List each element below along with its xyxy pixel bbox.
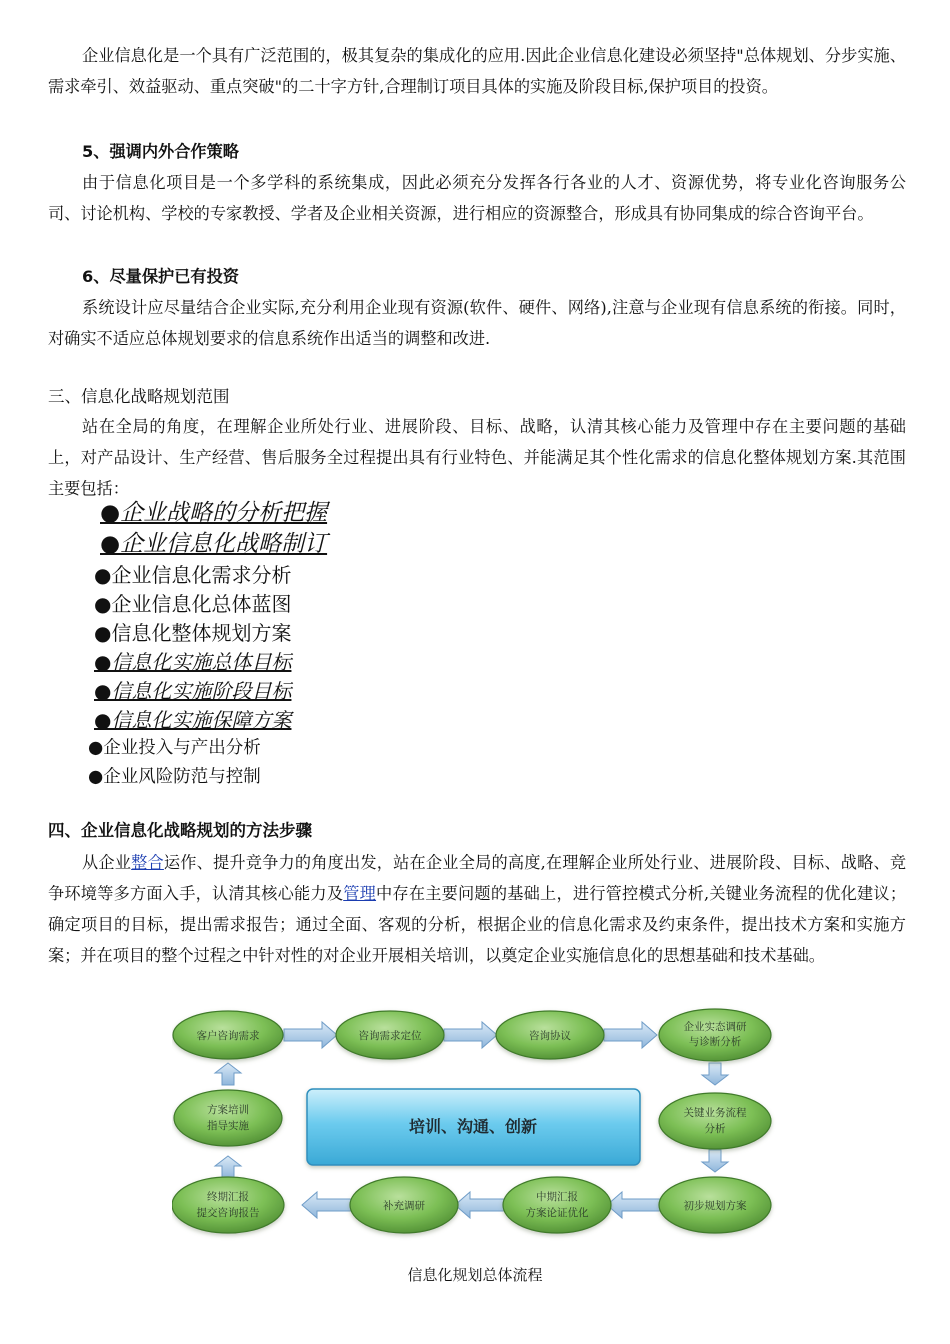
node-agreement	[496, 1011, 604, 1059]
node-final-report	[172, 1177, 284, 1233]
bullet-item: ●信息化实施总体目标	[94, 650, 292, 674]
process-flow-diagram	[172, 1005, 778, 1242]
node-label: 中期汇报	[536, 1191, 578, 1203]
flow-arrow	[284, 1022, 337, 1048]
section-5-paragraph: 由于信息化项目是一个多学科的系统集成，因此必须充分发挥各行各业的人才、资源优势，将专业化咨询服务公司、讨论机构、学校的专家教授、学者及企业相关资源，进行相应的资源整合，形成具有协同集成的综合咨询平台。	[48, 173, 906, 223]
section-4-text: 从企业	[82, 853, 132, 872]
section-4-text: 中存在主要问题的基础上，进行管控模式分析,关键业务流程的优化建议；确定项目的目标，提出需求报告；通过全面、客观的分析，根据企业的信息化需求及约束条件，提出技术方案和实施方案；并在项目的整个过程之中针对性的对企业开展相关培训，以奠定企业实施信息化的思想基础和技术基础。	[48, 884, 907, 965]
flow-arrow	[702, 1063, 728, 1085]
bullet-item: ●企业投入与产出分析	[88, 738, 261, 758]
node-needs-positioning	[336, 1011, 444, 1059]
bullet-item: ●企业信息化战略制订	[100, 531, 328, 557]
node-preliminary-plan	[659, 1177, 771, 1233]
flow-arrow	[215, 1063, 241, 1085]
section-3-heading: 三、信息化战略规划范围	[48, 387, 230, 406]
node-label: 初步规划方案	[683, 1200, 747, 1212]
flow-arrow	[444, 1022, 497, 1048]
section-6-heading: 6、尽量保护已有投资	[82, 267, 239, 286]
node-label: 与诊断分析	[688, 1036, 742, 1048]
node-survey-diagnosis	[659, 1009, 771, 1061]
bullet-item: ●企业信息化总体蓝图	[94, 592, 292, 616]
flow-arrow	[455, 1192, 505, 1218]
flow-arrow	[215, 1156, 241, 1178]
bullet-item: ●企业战略的分析把握	[100, 500, 328, 526]
node-label: 客户咨询需求	[196, 1030, 260, 1042]
node-label: 终期汇报	[207, 1191, 249, 1203]
link-integration[interactable]: 整合	[131, 853, 164, 872]
center-box	[307, 1089, 640, 1165]
bullet-item: ●信息化实施阶段目标	[94, 679, 292, 703]
node-label: 补充调研	[383, 1200, 425, 1212]
link-management[interactable]: 管理	[343, 884, 377, 903]
bullet-item: ●信息化实施保障方案	[94, 708, 292, 732]
bullet-item: ●企业风险防范与控制	[88, 767, 261, 787]
node-supplementary-survey	[350, 1177, 458, 1233]
node-label: 企业实态调研	[683, 1021, 747, 1033]
flow-arrow	[604, 1022, 657, 1048]
node-label: 分析	[704, 1123, 726, 1135]
section-4-paragraph	[48, 847, 906, 971]
section-5-heading: 5、强调内外合作策略	[82, 142, 239, 161]
center-label: 培训、沟通、创新	[408, 1117, 538, 1136]
section-3-paragraph: 站在全局的角度，在理解企业所处行业、进展阶段、目标、战略，认清其核心能力及管理中存在主要问题的基础上，对产品设计、生产经营、售后服务全过程提出具有行业特色、并能满足其个性化需求的信息化整体规划方案.其范围主要包括：	[48, 417, 906, 498]
section-6-paragraph: 系统设计应尽量结合企业实际,充分利用企业现有资源(软件、硬件、网络),注意与企业现有信息系统的衔接。同时，对确实不适应总体规划要求的信息系统作出适当的调整和改进.	[48, 298, 906, 348]
node-client-needs	[173, 1011, 283, 1059]
node-label: 指导实施	[207, 1120, 249, 1132]
node-training-guidance	[174, 1090, 282, 1146]
node-label: 咨询协议	[529, 1030, 571, 1042]
bullet-item: ●企业信息化需求分析	[94, 563, 292, 587]
node-label: 咨询需求定位	[358, 1030, 422, 1042]
figure-caption: 信息化规划总体流程	[407, 1266, 543, 1284]
node-midterm-report	[503, 1177, 611, 1233]
node-label: 关键业务流程	[683, 1107, 747, 1119]
node-label: 方案论证优化	[525, 1207, 589, 1219]
node-key-process	[659, 1093, 771, 1149]
flow-arrow	[302, 1192, 352, 1218]
node-label: 方案培训	[207, 1104, 249, 1116]
node-label: 提交咨询报告	[196, 1207, 260, 1219]
flow-arrow	[607, 1192, 660, 1218]
bullet-item: ●信息化整体规划方案	[94, 621, 292, 645]
section-4-text: 运作、提升竞争力的角度出发，站在企业全局的高度,在理解企业所处行业、进展阶段、目标、战略、竞争环境等多方面入手，认清其核心能力及	[48, 853, 907, 903]
intro-paragraph: 企业信息化是一个具有广泛范围的，极其复杂的集成化的应用.因此企业信息化建设必须坚持"总体规划、分步实施、需求牵引、效益驱动、重点突破"的二十字方针,合理制订项目具体的实施及阶段目标,保护项目的投资。	[48, 46, 906, 96]
section-4-heading: 四、企业信息化战略规划的方法步骤	[48, 821, 312, 840]
flow-arrow	[702, 1150, 728, 1172]
